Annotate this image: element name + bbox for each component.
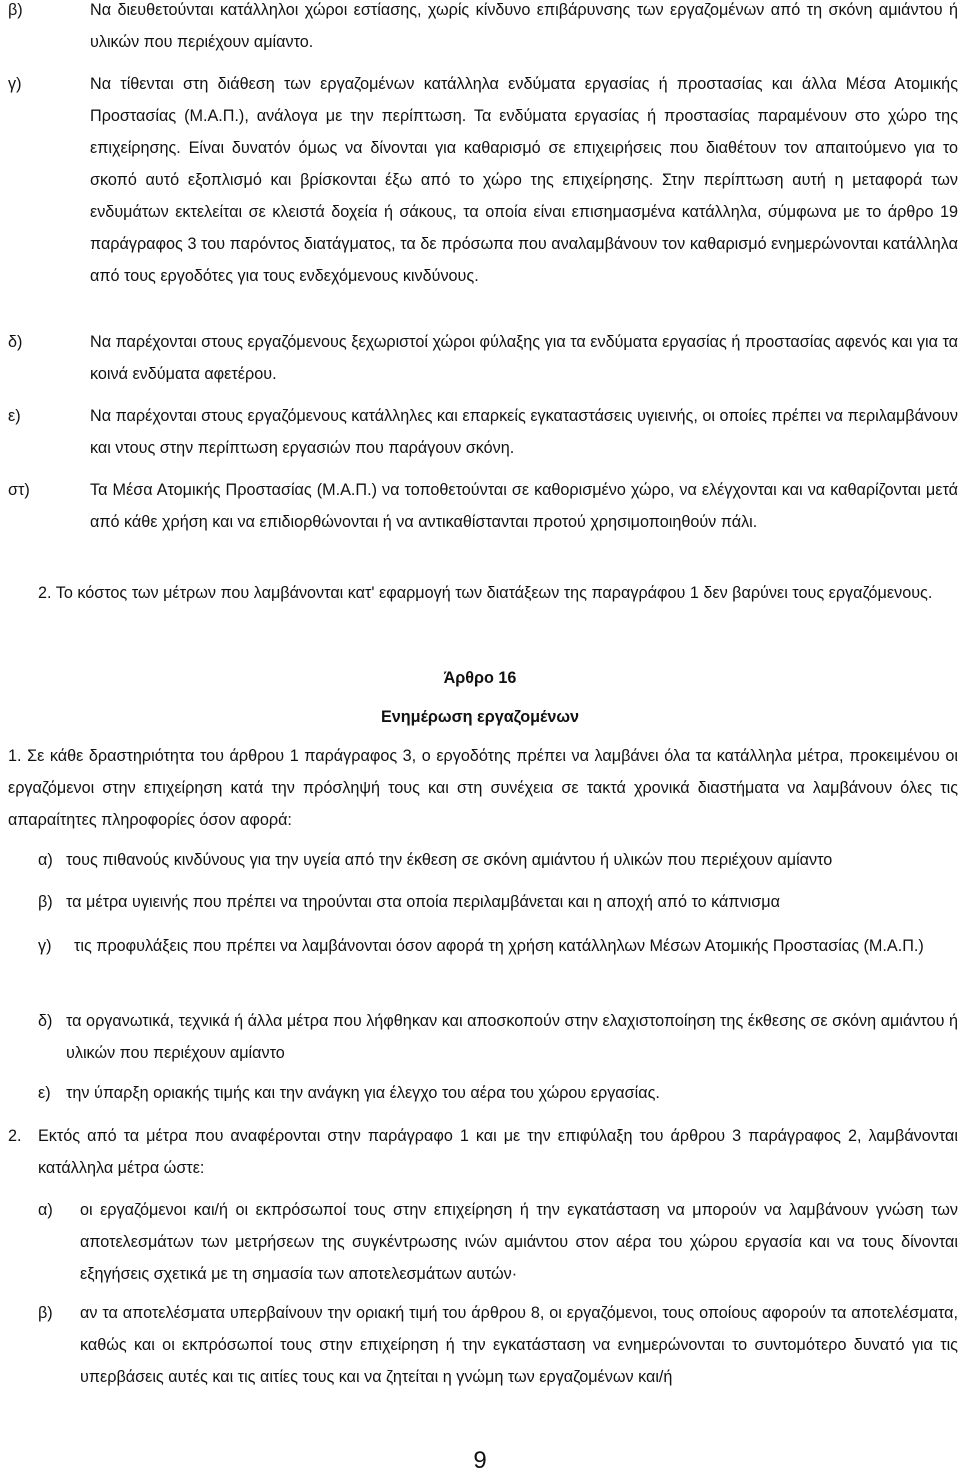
list-item-content: τα οργανωτικά, τεχνικά ή άλλα μέτρα που λήφθηκαν και αποσκοπούν στην ελαχιστοποίηση της έκθεσης σε σκόνη αμιάντου ή υλικών που περιέχουν αμίαντο [66,1012,958,1062]
paragraph-2 [8,577,958,609]
paragraph-number: 2. [38,584,52,602]
list-label: β) [38,1304,53,1322]
list-item-text: Να παρέχονται στους εργαζόμενους κατάλληλες και επαρκείς εγκαταστάσεις υγιεινής, οι οποίες πρέπει να περιλαμβάνουν και ντους στην περίπτωση εργασιών που παράγουν σκόνη. [90,407,958,457]
list-item-text [66,1005,958,1069]
list-item-text: Να παρέχονται στους εργαζόμενους ξεχωριστοί χώροι φύλαξης για τα ενδύματα εργασίας ή προστασίας αφενός και για τα κοινά ενδύματα αφετέρου. [90,333,958,383]
list-label: α) [38,1201,53,1219]
list-item-text: Να διευθετούνται κατάλληλοι χώροι εστίασης, χωρίς κίνδυνο επιβάρυνσης των εργαζομένων από τη σκόνη αμιάντου ή υλικών που περιέχουν αμίαντο. [90,1,958,51]
article-title: Άρθρο 16 [443,669,517,687]
paragraph-number: 2. [8,1127,22,1145]
list-item-text: τα μέτρα υγιεινής που πρέπει να τηρούνται στα οποία περιλαμβάνεται και η αποχή από το κάπνισμα [66,893,780,911]
list-item-text: τις προφυλάξεις που πρέπει να λαμβάνονται όσον αφορά τη χρήση κατάλληλων Μέσων Ατομικής Προστασίας (Μ.Α.Π.) [74,937,924,955]
list-item-text: Να τίθενται στη διάθεση των εργαζομένων κατάλληλα ενδύματα εργασίας ή προστασίας και άλλα Μέσα Ατομικής Προστασίας (Μ.Α.Π.), ανάλογα με την περίπτωση. Τα ενδύματα εργασίας ή προστασίας παραμένουν στο χώρο της επιχείρησης. Είναι δυνατόν όμως να δίνονται για καθαρισμό σε επιχειρήσεις που διαθέτουν τον απαιτούμενο για το σκοπό αυτό εξοπλισμό και βρίσκονται έξω από το χώρο της επιχείρησης. Στην περίπτωση αυτή η μεταφορά των ενδυμάτων εκτελείται σε κλειστά δοχεία ή σάκους, τα οποία είναι επισημασμένα κατάλληλα, σύμφωνα με το άρθρο 19 παράγραφος 3 του παρόντος διατάγματος, τα δε πρόσωπα που αναλαμβάνουν τον καθαρισμό ενημερώνονται κατάλληλα από τους εργοδότες για τους ενδεχόμενους κινδύνους. [90,75,958,285]
list-label: δ) [8,333,23,351]
paragraph-text: Σε κάθε δραστηριότητα του άρθρου 1 παράγραφος 3, ο εργοδότης πρέπει να λαμβάνει όλα τα κατάλληλα μέτρα, προκειμένου οι εργαζόμενοι στην επιχείρηση κατά την πρόσληψή τους και στη συνέχεια σε τακτά χρονικά διαστήματα να λαμβάνουν όλες τις απαραίτητες πληροφορίες όσον αφορά: [8,747,959,829]
list-item-text: Τα Μέσα Ατομικής Προστασίας (Μ.Α.Π.) να τοποθετούνται σε καθορισμένο χώρο, να ελέγχονται και να καθαρίζονται μετά από κάθε χρήση και να επιδιορθώνονται ή να αντικαθίστανται προτού χρησιμοποιηθούν πάλι. [90,481,958,531]
list-item-text: αν τα αποτελέσματα υπερβαίνουν την οριακή τιμή του άρθρου 8, οι εργαζόμενοι, τους οποίους αφορούν τα αποτελέσματα, καθώς και οι εκπρόσωποί τους στην επιχείρηση ή την εγκατάσταση να ενημερώνονται το συντομότερο δυνατό για τις υπερβάσεις αυτές και τις αιτίες τους και να ζητείται η γνώμη των εργαζομένων και/ή [80,1304,958,1386]
list-item-text: την ύπαρξη οριακής τιμής και την ανάγκη για έλεγχο του αέρα του χώρου εργασίας. [66,1084,660,1102]
list-label: ε) [8,407,21,425]
list-label: στ) [8,481,30,499]
list-label: ε) [38,1084,51,1102]
list-item-text: οι εργαζόμενοι και/ή οι εκπρόσωποί τους στην επιχείρηση ή την εγκατάσταση να μπορούν να λαμβάνουν γνώση των αποτελεσμάτων των μετρήσεων της συγκέντρωσης ινών αμιάντου στον αέρα του χώρου εργασία και να τους δίνονται εξηγήσεις σχετικά με τη σημασία των αποτελεσμάτων αυτών· [80,1201,958,1283]
page-number: 9 [473,1447,487,1474]
article-paragraph-1 [8,740,958,836]
list-label: β) [38,893,53,911]
list-label: α) [38,851,53,869]
paragraph-text: Εκτός από τα μέτρα που αναφέρονται στην παράγραφο 1 και με την επιφύλαξη του άρθρου 3 παράγραφος 2, λαμβάνονται κατάλληλα μέτρα ώστε: [38,1127,958,1177]
list-item-text: τους πιθανούς κινδύνους για την υγεία από την έκθεση σε σκόνη αμιάντου ή υλικών που περιέχουν αμίαντο [66,851,833,869]
list-label: γ) [38,937,52,955]
list-label: β) [8,1,23,19]
list-label: δ) [38,1012,53,1030]
list-label: γ) [8,75,22,93]
article-subtitle: Ενημέρωση εργαζομένων [380,708,579,726]
paragraph-number: 1. [8,747,22,765]
paragraph-text: Το κόστος των μέτρων που λαμβάνονται κατ' εφαρμογή των διατάξεων της παραγράφου 1 δεν βαρύνει τους εργαζόμενους. [55,584,933,602]
